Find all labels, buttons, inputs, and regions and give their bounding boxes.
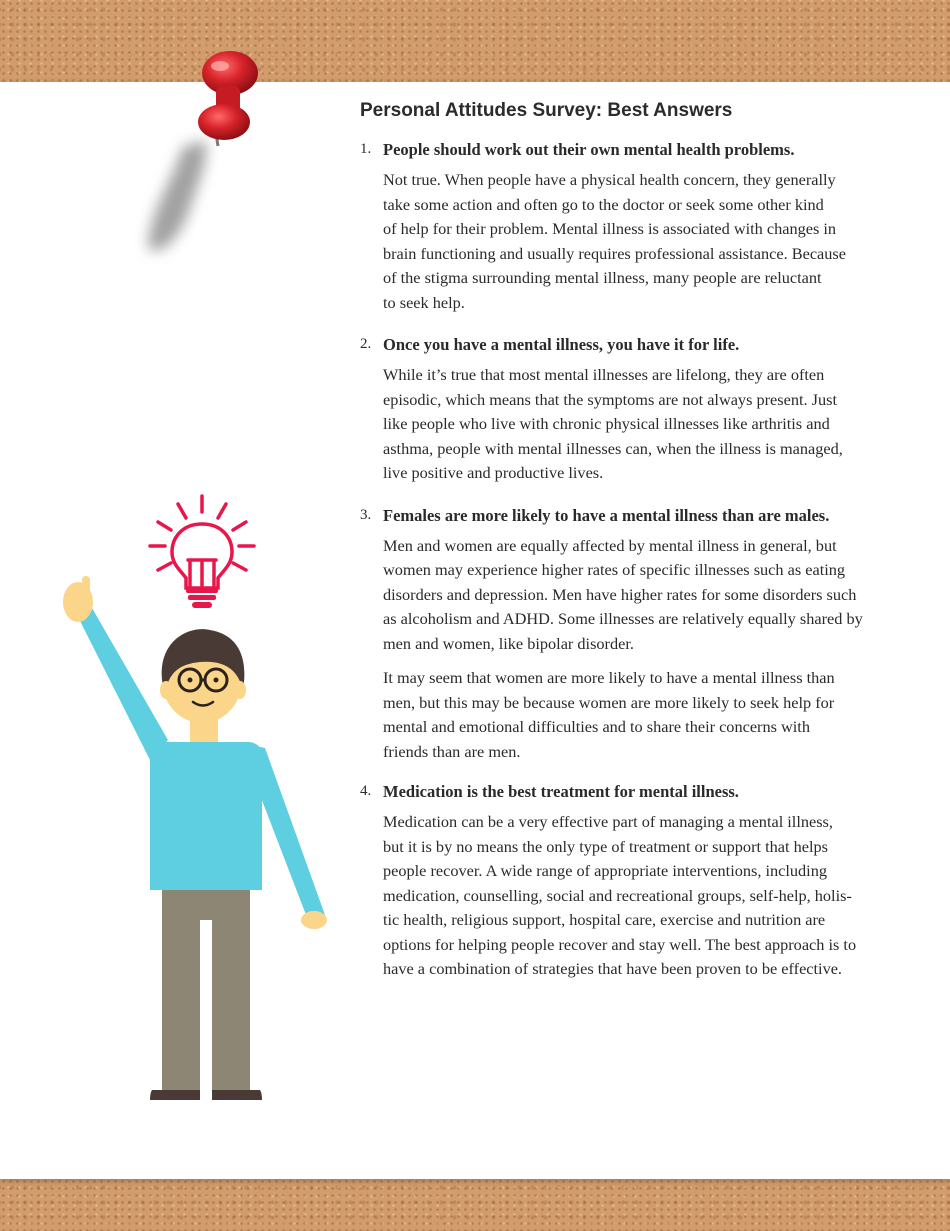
question-1 <box>360 140 945 315</box>
person-with-idea-illustration <box>50 490 340 1110</box>
pushpin-icon <box>120 48 280 278</box>
question-heading: Females are more likely to have a mental illness than are males. <box>383 505 830 525</box>
question-heading: People should work out their own mental health problems. <box>383 140 795 159</box>
question-number: 4. <box>360 783 372 799</box>
answer-paragraph: It may seem that women are more likely to have a mental illness than men, but this may be because women are more likely to seek help for mental and emotional difficulties and to share their concerns with friends than are men. <box>383 668 835 761</box>
question-heading: Medication is the best treatment for mental illness. <box>383 782 739 801</box>
answer-paragraph: Medication can be a very effective part of managing a mental illness, but it is by no means the only type of treatment or support that helps people recover. A wide range of appropriate interventions, including medication, counselling, social and recreational groups, self-help, holis- tic health, religious support, hospital care, exercise and nutrition are options for helping people recover and stay well. The best approach is to have a combination of strategies that have been proven to be effective. <box>383 812 857 978</box>
survey-answers <box>360 100 945 992</box>
question-number: 1. <box>360 141 372 157</box>
corkboard-bottom <box>0 1178 950 1231</box>
answer-paragraph: While it’s true that most mental illnesses are lifelong, they are often episodic, which means that the symptoms are not always present. Just like people who live with chronic physical illnesses like arthritis and asthma, people with mental illnesses can, when the illness is managed, live positive and productive lives. <box>383 365 843 482</box>
question-4 <box>360 782 945 982</box>
question-number: 3. <box>360 506 372 523</box>
question-number: 2. <box>360 336 372 352</box>
page-title: Personal Attitudes Survey: Best Answers <box>360 100 733 121</box>
question-heading: Once you have a mental illness, you have it for life. <box>383 335 740 354</box>
answer-paragraph: Men and women are equally affected by mental illness in general, but women may experience higher rates of specific illnesses such as eating disorders and depression. Men have higher rates for some disorders such as alcoholism and ADHD. Some illnesses are relatively equally shared by men and women, like bipolar disorder. <box>383 535 863 653</box>
question-2 <box>360 335 945 486</box>
question-3 <box>360 506 945 765</box>
lightbulb-icon <box>150 496 254 588</box>
answer-paragraph: Not true. When people have a physical health concern, they generally take some action and often go to the doctor or seek some other kind of help for their problem. Mental illness is associated with changes in brain functioning and usually requires professional assistance. Because of the stigma surrounding mental illness, many people are reluctant to seek help. <box>383 170 846 312</box>
